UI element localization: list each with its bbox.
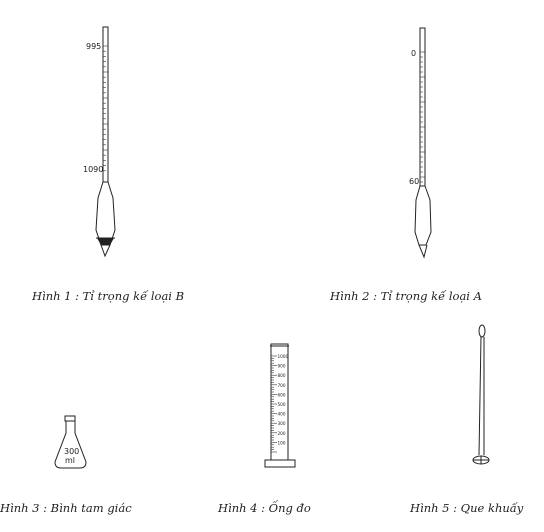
hydrometer-b-tip xyxy=(101,245,110,256)
cylinder-scale-label: 500 xyxy=(277,402,286,407)
hydrometer-b-bulb xyxy=(96,182,115,245)
cylinder-scale-label: 900 xyxy=(277,363,286,369)
cylinder-scale-label: 300 xyxy=(277,421,286,427)
hydrometer-type-b xyxy=(83,27,115,256)
cylinder-scale-label: 600 xyxy=(277,392,286,398)
hydrometer-b-top-label: 995 xyxy=(86,42,102,51)
caption-figure-2: Hình 2 : Tỉ trọng kế loại A xyxy=(330,289,482,303)
hydrometer-a-bottom-label: 60 xyxy=(409,177,420,186)
cylinder-scale-label: 400 xyxy=(277,411,286,417)
flask-volume-label: 300 xyxy=(64,447,80,456)
flask-unit-label: ml xyxy=(65,456,76,465)
caption-figure-4: Hình 4 : Ống đo xyxy=(218,501,311,515)
flask-rim xyxy=(65,416,75,421)
hydrometer-b-weight xyxy=(97,238,114,245)
cylinder-scale-label: 1000 xyxy=(277,354,289,359)
cylinder-scale-label: 100 xyxy=(277,440,286,446)
caption-figure-3: Hình 3 : Bình tam giác xyxy=(0,501,132,515)
stir-rod-shaft xyxy=(479,337,484,455)
hydrometer-a-tip xyxy=(419,245,427,257)
hydrometer-b-ticks xyxy=(103,46,108,171)
cylinder-scale-label: 200 xyxy=(277,430,286,436)
caption-figure-1: Hình 1 : Tỉ trọng kế loại B xyxy=(32,289,185,303)
stir-rod-loop xyxy=(479,325,485,337)
hydrometer-b-stem xyxy=(103,27,108,182)
caption-figure-5: Hình 5 : Que khuấy xyxy=(410,501,524,515)
cylinder-scale-label: 800 xyxy=(277,373,286,379)
hydrometer-b-bottom-label: 1090 xyxy=(83,165,104,174)
cylinder-ticks xyxy=(271,356,277,452)
hydrometer-type-a xyxy=(409,28,431,257)
stirring-rod xyxy=(473,325,489,464)
cylinder-scale-label: 700 xyxy=(277,382,286,388)
hydrometer-a-ticks xyxy=(420,52,425,182)
hydrometer-a-bulb xyxy=(415,186,431,245)
erlenmeyer-flask xyxy=(55,416,86,468)
cylinder-base xyxy=(265,460,295,467)
cylinder-scale-labels xyxy=(278,354,289,445)
graduated-cylinder xyxy=(265,344,295,467)
hydrometer-a-top-label: 0 xyxy=(411,49,417,58)
